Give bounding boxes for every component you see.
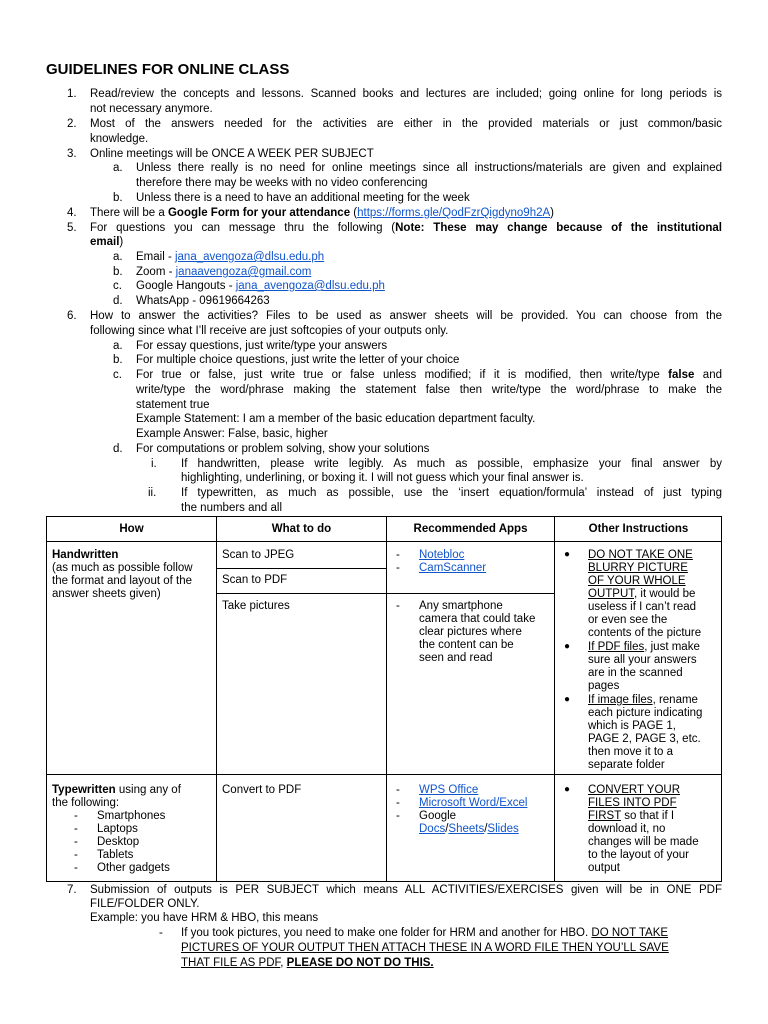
column-divider (554, 517, 555, 881)
item-3a-line-2: therefore there may be weeks with no video conferencing (136, 177, 428, 189)
app-link-wps-office[interactable]: WPS Office (419, 784, 479, 796)
dash-marker: - (74, 849, 78, 861)
sub-marker: b. (113, 192, 123, 204)
item-6-line-1: How to answer the activities? Files to be used as answer sheets will be provided. You can choose from the (90, 310, 722, 322)
instruction-text: BLURRY PICTURE (588, 562, 688, 574)
instruction-underlined: If image files (588, 694, 653, 706)
item-6-line-2: following since what I’ll receive are just softcopies of your outputs only. (90, 325, 449, 337)
instruction-text: each picture indicating (588, 707, 703, 719)
handwritten-note: answer sheets given) (52, 588, 161, 600)
submission-table (46, 516, 722, 882)
item-6d-ii-line-1: If typewritten, as much as possible, use the ‘insert equation/formula’ instead of just typing (181, 487, 722, 499)
device-item: Tablets (97, 849, 134, 861)
item-3-line-1: Online meetings will be ONCE A WEEK PER SUBJECT (90, 148, 374, 160)
item-7-comma: , (280, 957, 287, 969)
instruction-text: , it would be (634, 588, 696, 600)
contact-label: Email - (136, 251, 175, 263)
instruction-text: DO NOT TAKE ONE (588, 549, 693, 561)
device-item: Other gadgets (97, 862, 170, 874)
instruction-underlined: If PDF files (588, 641, 645, 653)
dash-marker: - (396, 810, 400, 822)
instruction-text: contents of the picture (588, 627, 702, 639)
item-6b: For multiple choice questions, just write the letter of your choice (136, 354, 460, 366)
bullet-icon: ● (564, 549, 571, 560)
item-5-line-2 (90, 235, 123, 250)
item-6d-ii-line-2: the numbers and all (181, 502, 283, 514)
instruction-text: useless if I can’t read (588, 601, 697, 613)
sub-marker: a. (113, 251, 123, 263)
dash-marker: - (159, 927, 163, 939)
sub-marker: b. (113, 266, 123, 278)
item-6d-i-line-1: If handwritten, please write legibly. As much as possible, emphasize your final answer by (181, 458, 722, 470)
app-link-notebloc[interactable]: Notebloc (419, 549, 465, 561)
cell-divider (217, 593, 554, 594)
camera-note: clear pictures where (419, 626, 522, 638)
item-6a: For essay questions, just write/type your answers (136, 340, 388, 352)
header-how: How (119, 523, 144, 535)
header-recommended-apps: Recommended Apps (413, 523, 528, 535)
item-4-line (90, 206, 554, 221)
bullet-icon: ● (564, 694, 571, 705)
email-link[interactable]: jana_avengoza@dlsu.edu.ph (174, 251, 325, 263)
item-7-emphasis: PLEASE DO NOT DO THIS. (286, 957, 434, 969)
instruction-text: are in the scanned (588, 667, 683, 679)
instruction-text: separate folder (588, 759, 665, 771)
instruction-text: then move it to a (588, 746, 674, 758)
item-1-line-2: not necessary anymore. (90, 103, 213, 115)
handwritten-note: (as much as possible follow (52, 562, 193, 574)
dash-marker: - (396, 562, 400, 574)
instruction-text: OF YOUR WHOLE (588, 575, 686, 587)
item-number: 7. (67, 884, 77, 896)
dash-marker: - (74, 836, 78, 848)
attendance-form-link[interactable]: https://forms.gle/QodFzrQigdyno9h2A (357, 207, 551, 219)
roman-marker: i. (151, 458, 157, 470)
item-6c-line-3: statement true (136, 399, 210, 411)
instruction-text: output (588, 862, 620, 874)
instruction-text: to the layout of your (588, 849, 690, 861)
item-6c-line-1 (136, 368, 722, 383)
item-5-close: ) (119, 236, 124, 248)
item-number: 6. (67, 310, 77, 322)
bullet-icon: ● (564, 784, 571, 795)
sub-marker: d. (113, 443, 123, 455)
header-other-instructions: Other Instructions (588, 523, 689, 535)
bullet-icon: ● (564, 641, 571, 652)
item-number: 2. (67, 118, 77, 130)
item-6d: For computations or problem solving, show your solutions (136, 443, 430, 455)
camera-note: the content can be (419, 639, 514, 651)
header-what-to-do: What to do (271, 523, 332, 535)
typewritten-note: the following: (52, 797, 120, 809)
instruction-text: FILES INTO PDF (588, 797, 677, 809)
typewritten-title-rest: using any of (115, 784, 181, 796)
zoom-link[interactable]: janaavengoza@gmail.com (175, 266, 312, 278)
header-divider (47, 541, 721, 542)
item-1-line-1: Read/review the concepts and lessons. Scanned books and lectures are included; going online for long periods is (90, 88, 722, 100)
document-title: GUIDELINES FOR ONLINE CLASS (46, 61, 290, 78)
handwritten-title: Handwritten (52, 549, 119, 561)
item-3a-line-1: Unless there really is no need for online meetings since all instructions/materials are given and explained (136, 162, 722, 174)
item-6c-and: and (694, 369, 722, 381)
dash-marker: - (74, 810, 78, 822)
item-7-line-1: Submission of outputs is PER SUBJECT which means ALL ACTIVITIES/EXERCISES given will be in ONE PDF (90, 884, 722, 896)
camera-note: seen and read (419, 652, 493, 664)
dash-marker: - (396, 549, 400, 561)
contact-label: Zoom - (136, 266, 176, 278)
item-4-text: There will be a (90, 207, 168, 219)
instruction-text: , rename (652, 694, 698, 706)
instruction-underlined: FIRST (588, 810, 622, 822)
item-6c-false: false (668, 369, 695, 381)
todo-convert-pdf: Convert to PDF (222, 784, 302, 796)
instruction-text: so that if I (621, 810, 675, 822)
item-7-line-3: Example: you have HRM & HBO, this means (90, 912, 319, 924)
camera-note: camera that could take (419, 613, 536, 625)
item-3b-line-1: Unless there is a need to have an additional meeting for the week (136, 192, 470, 204)
instruction-text: download it, no (588, 823, 666, 835)
sub-marker: d. (113, 295, 123, 307)
dash-marker: - (74, 862, 78, 874)
instruction-text: which is PAGE 1, (588, 720, 676, 732)
item-2-line-2: knowledge. (90, 133, 149, 145)
cell-divider (217, 568, 386, 569)
item-2-line-1: Most of the answers needed for the activities are either in the provided materials or just common/basic (90, 118, 722, 130)
item-7-sub-line-3 (181, 956, 434, 971)
item-6d-i-line-2: highlighting, underlining, or boxing it. I will not guess which your final answer is. (181, 472, 584, 484)
item-number: 1. (67, 88, 77, 100)
item-5-note: Note: These may change because of the institutional (395, 222, 722, 234)
sub-marker: a. (113, 340, 123, 352)
item-5-line-1 (90, 221, 722, 236)
app-link-docs[interactable]: Docs (419, 823, 446, 835)
dash-marker: - (396, 797, 400, 809)
instruction-text: CONVERT YOUR (588, 784, 681, 796)
item-4-open: ( (350, 207, 358, 219)
app-link-microsoft-office[interactable]: Microsoft Word/Excel (419, 797, 528, 809)
instruction-text: sure all your answers (588, 654, 697, 666)
item-4-bold: Google Form for your attendance (167, 207, 351, 219)
contact-label: Google Hangouts - (136, 280, 236, 292)
example-answer: Example Answer: False, basic, higher (136, 428, 328, 440)
item-4-close: ) (550, 207, 555, 219)
device-item: Desktop (97, 836, 140, 848)
todo-take-pictures: Take pictures (222, 600, 290, 612)
google-apps-line (419, 822, 519, 837)
slash: / (445, 823, 449, 835)
item-5-note-end: email (90, 236, 120, 248)
item-7-sub-line-1 (181, 926, 668, 941)
dash-marker: - (396, 600, 400, 612)
app-link-slides[interactable]: Slides (487, 823, 519, 835)
todo-scan-pdf: Scan to PDF (222, 574, 288, 586)
dash-marker: - (396, 784, 400, 796)
item-5-text: For questions you can message thru the following ( (90, 222, 396, 234)
app-link-sheets[interactable]: Sheets (448, 823, 485, 835)
contact-email (136, 250, 324, 265)
item-7-sub-line-2: PICTURES OF YOUR OUTPUT THEN ATTACH THESE IN A WORD FILE THEN YOU’LL SAVE (181, 942, 669, 954)
todo-scan-jpeg: Scan to JPEG (222, 549, 295, 561)
column-divider (386, 517, 387, 881)
sub-marker: a. (113, 162, 123, 174)
row-divider (47, 774, 721, 775)
handwritten-note: the format and layout of the (52, 575, 193, 587)
device-item: Laptops (97, 823, 138, 835)
item-number: 3. (67, 148, 77, 160)
sub-marker: c. (113, 369, 122, 381)
item-7-line-2: FILE/FOLDER ONLY. (90, 898, 200, 910)
app-link-camscanner[interactable]: CamScanner (419, 562, 487, 574)
item-number: 5. (67, 222, 77, 234)
instruction-text: PAGE 2, PAGE 3, etc. (588, 733, 701, 745)
sub-marker: b. (113, 354, 123, 366)
dash-marker: - (74, 823, 78, 835)
contact-whatsapp: WhatsApp - 09619664263 (136, 295, 270, 307)
instruction-underlined: OUTPUT (588, 588, 634, 600)
column-divider (216, 517, 217, 881)
instruction-text: or even see the (588, 614, 668, 626)
sub-marker: c. (113, 280, 122, 292)
contact-hangouts (136, 279, 385, 294)
hangouts-link[interactable]: jana_avengoza@dlsu.edu.ph (235, 280, 385, 292)
item-6c-text: For true or false, just write true or false unless modified; if it is modified, then write/type (136, 369, 669, 381)
item-7-warning: THAT FILE AS PDF (181, 957, 281, 969)
roman-marker: ii. (148, 487, 157, 499)
instruction-text: , just make (644, 641, 700, 653)
contact-zoom (136, 265, 311, 280)
device-item: Smartphones (97, 810, 166, 822)
typewritten-title: Typewritten (52, 784, 116, 796)
slash: / (484, 823, 488, 835)
item-6c-line-2: write/type the word/phrase making the statement false then write/type the word/phrase to make the (136, 384, 722, 396)
item-7-text: If you took pictures, you need to make one folder for HRM and another for HBO. (181, 927, 592, 939)
example-statement: Example Statement: I am a member of the basic education department faculty. (136, 413, 536, 425)
item-7-warning: DO NOT TAKE (591, 927, 669, 939)
instruction-text: pages (588, 680, 620, 692)
app-google: Google (419, 810, 457, 822)
instruction-text: changes will be made (588, 836, 699, 848)
item-number: 4. (67, 207, 77, 219)
camera-note: Any smartphone (419, 600, 503, 612)
